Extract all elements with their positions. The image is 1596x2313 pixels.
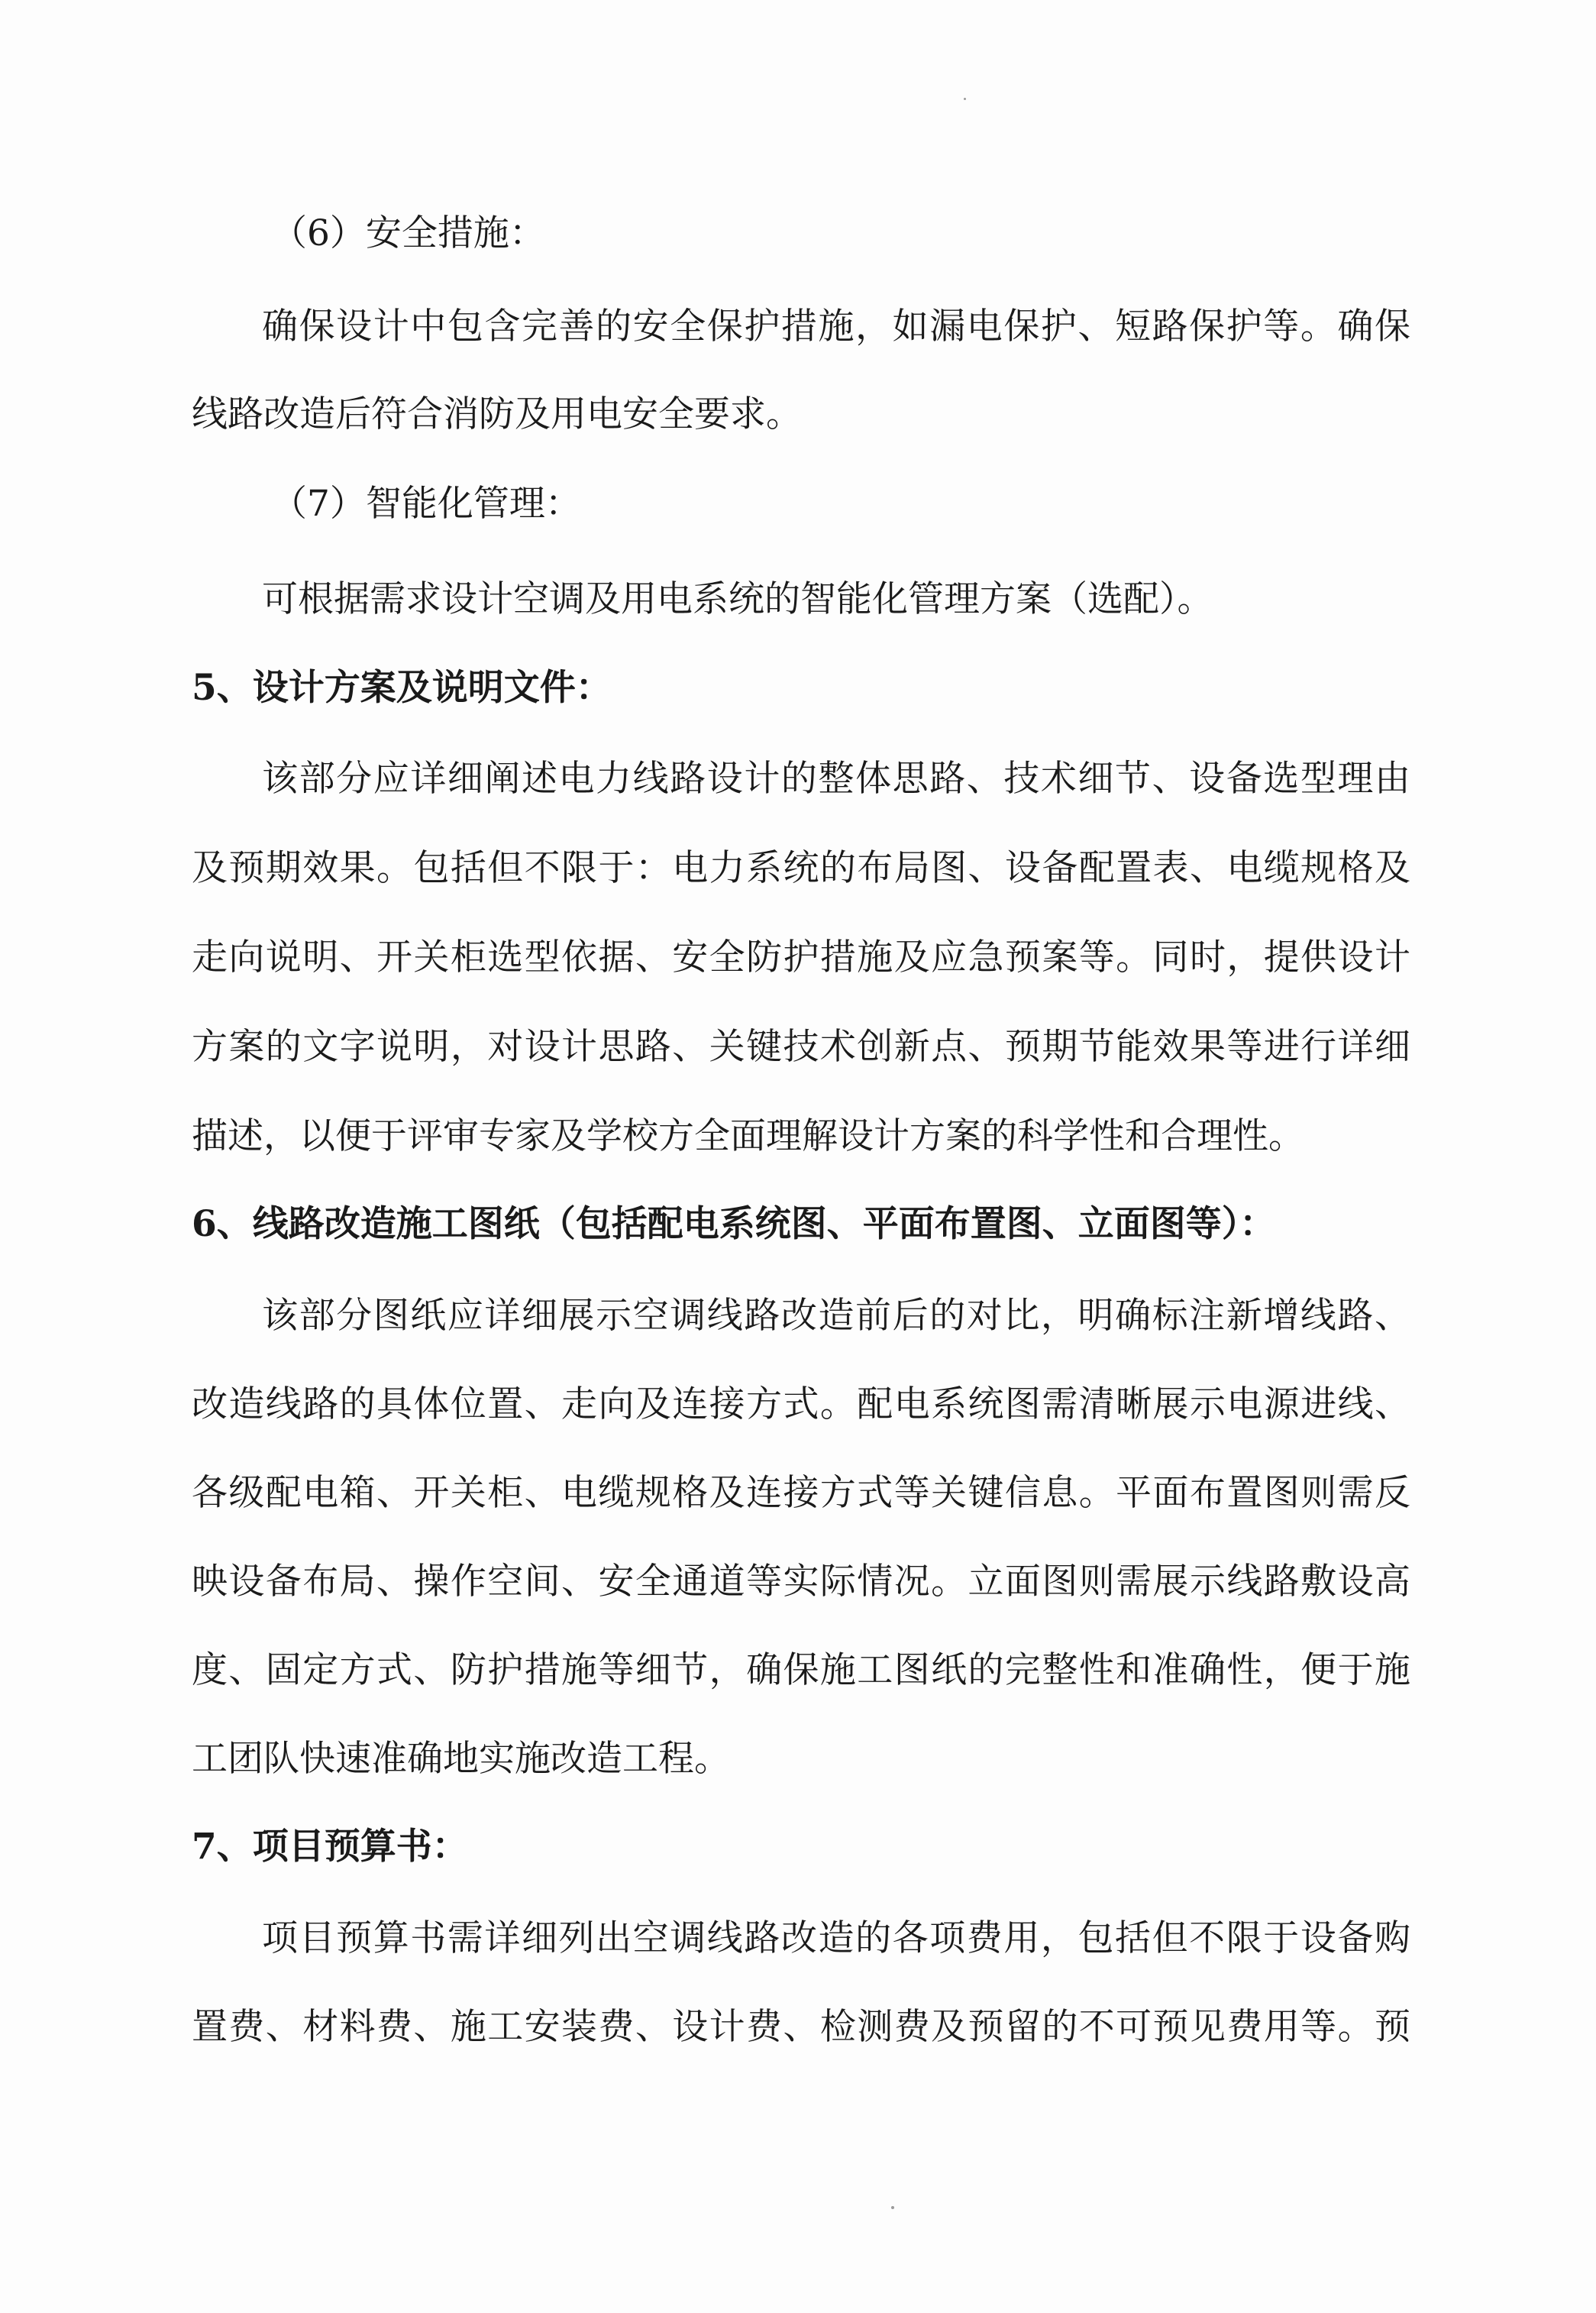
- paragraph-line: 映设备布局、操作空间、安全通道等实际情况。立面图则需展示线路敷设高: [192, 1561, 1410, 1603]
- paragraph-line: 该部分应详细阐述电力线路设计的整体思路、技术细节、设备选型理由: [262, 758, 1410, 800]
- paragraph-line: 改造线路的具体位置、走向及连接方式。配电系统图需清晰展示电源进线、: [192, 1383, 1410, 1425]
- paragraph-line: 确保设计中包含完善的安全保护措施，如漏电保护、短路保护等。确保: [262, 306, 1410, 348]
- paragraph-line: 线路改造后符合消防及用电安全要求。: [192, 393, 802, 435]
- paragraph-line: 方案的文字说明，对设计思路、关键技术创新点、预期节能效果等进行详细: [192, 1026, 1410, 1068]
- paragraph-line: 置费、材料费、施工安装费、设计费、检测费及预留的不可预见费用等。预: [192, 2006, 1410, 2048]
- paragraph-line: 可根据需求设计空调及用电系统的智能化管理方案（选配）。: [262, 578, 1213, 620]
- paragraph-line: 描述，以便于评审专家及学校方全面理解设计方案的科学性和合理性。: [192, 1115, 1304, 1157]
- section-heading-design-docs: 5、设计方案及说明文件：: [192, 667, 612, 709]
- section-heading-budget: 7、项目预算书：: [192, 1826, 468, 1868]
- scan-speck: [964, 98, 966, 100]
- subheading-intelligent-management: （7）智能化管理：: [271, 483, 581, 525]
- paragraph-line: 及预期效果。包括但不限于：电力系统的布局图、设备配置表、电缆规格及: [192, 847, 1410, 889]
- paragraph-line: 项目预算书需详细列出空调线路改造的各项费用，包括但不限于设备购: [262, 1917, 1410, 1959]
- section-heading-drawings: 6、线路改造施工图纸（包括配电系统图、平面布置图、立面图等）：: [192, 1203, 1276, 1245]
- paragraph-line: 该部分图纸应详细展示空调线路改造前后的对比，明确标注新增线路、: [262, 1295, 1410, 1337]
- paragraph-line: 各级配电箱、开关柜、电缆规格及连接方式等关键信息。平面布置图则需反: [192, 1472, 1410, 1514]
- scan-speck: [891, 2206, 894, 2209]
- paragraph-line: 工团队快速准确地实施改造工程。: [192, 1738, 730, 1780]
- paragraph-line: 走向说明、开关柜选型依据、安全防护措施及应急预案等。同时，提供设计: [192, 937, 1410, 979]
- paragraph-line: 度、固定方式、防护措施等细节，确保施工图纸的完整性和准确性，便于施: [192, 1649, 1410, 1691]
- subheading-safety-measures: （6）安全措施：: [271, 212, 545, 254]
